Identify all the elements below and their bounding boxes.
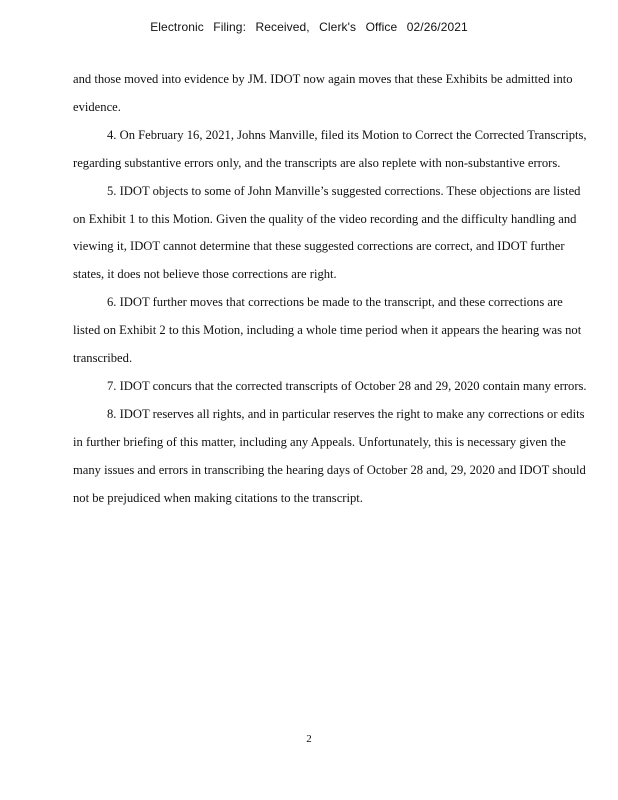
- paragraph-4: 4. On February 16, 2021, Johns Manville, filed its Motion to Correct the Corrected Transcripts, regarding substantive errors only, and the transcripts are also replete with non-substantive errors.: [73, 127, 587, 170]
- filing-stamp-text: Electronic Filing: Received, Clerk's Office 02/26/2021: [150, 20, 468, 34]
- paragraph-6: 6. IDOT further moves that corrections be made to the transcript, and these corrections are listed on Exhibit 2 to this Motion, including a whole time period when it appears the hearing was not transcribed.: [73, 295, 582, 366]
- paragraph-7: 7. IDOT concurs that the corrected transcripts of October 28 and 29, 2020 contain many errors.: [107, 378, 587, 393]
- paragraph-8: 8. IDOT reserves all rights, and in particular reserves the right to make any corrections or edits in further briefing of this matter, including any Appeals. Unfortunately, this is necessary given the many issues and errors in transcribing the hearing days of October 28 and, 29, 2020 and IDOT should not be prejudiced when making citations to the transcript.: [73, 406, 586, 505]
- electronic-filing-header: [0, 20, 618, 34]
- paragraph-5: 5. IDOT objects to some of John Manville’s suggested corrections. These objections are listed on Exhibit 1 to this Motion. Given the quality of the video recording and the difficulty handling and viewing it, IDOT cannot determine that these suggested corrections are correct, and IDOT further states, it does not believe those corrections are right.: [73, 183, 581, 282]
- paragraph-continued: and those moved into evidence by JM. IDOT now again moves that these Exhibits be admitted into evidence.: [73, 72, 573, 114]
- document-body: [73, 66, 593, 513]
- page-number: 2: [306, 733, 312, 745]
